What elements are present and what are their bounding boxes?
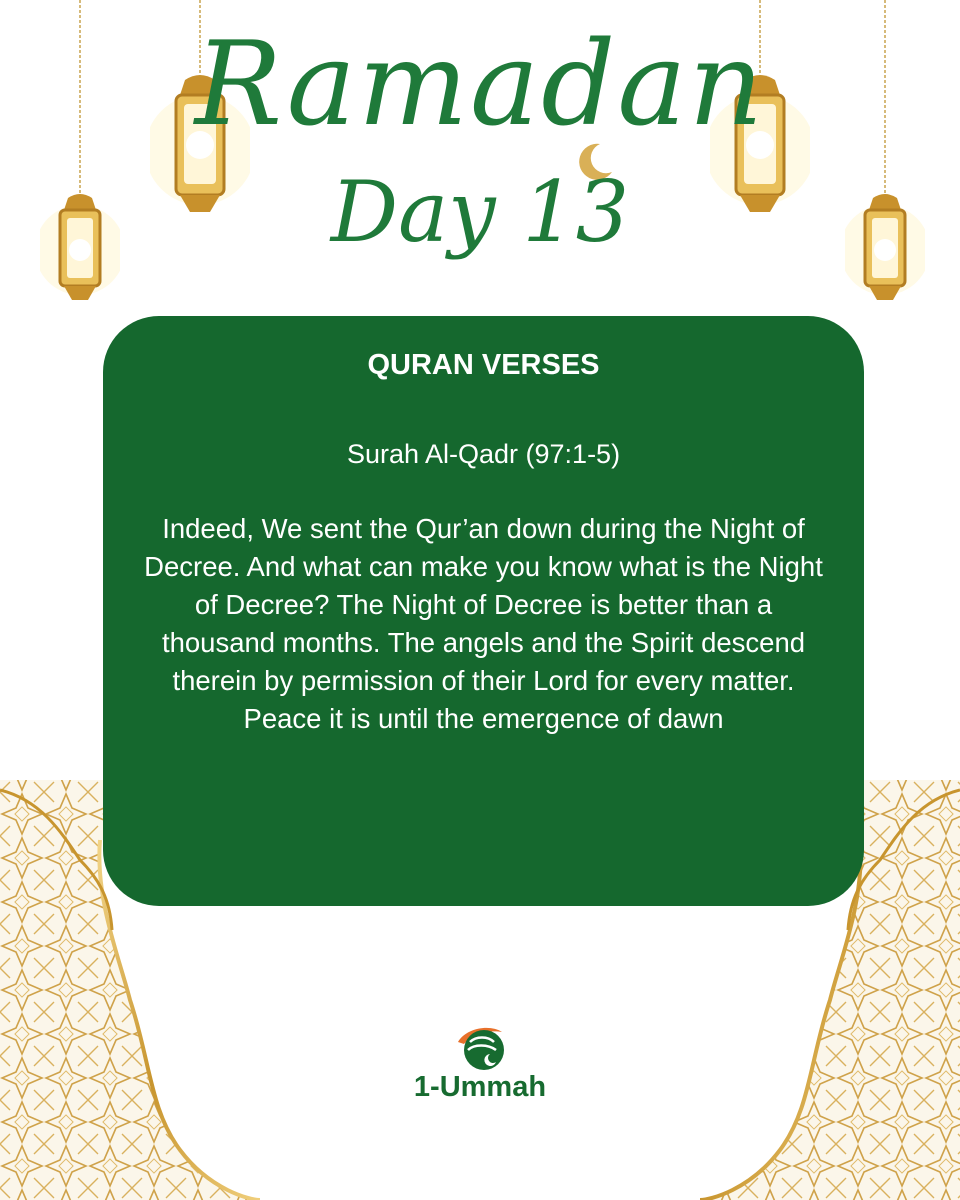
surah-reference: Surah Al-Qadr (97:1-5): [346, 439, 621, 469]
brand-logo-icon: [440, 1020, 520, 1070]
verse-card: [103, 316, 864, 906]
verse-text: Indeed, We sent the Qur’an down during the Night of Decree. And what can make you know what is the Night of Decree? The Night of Decree is better than a thousand months. The angels and the Spirit descend therein by permission of their Lord for every matter. Peace it is until the emergence of dawn: [144, 513, 823, 734]
card-heading: QURAN VERSES: [367, 349, 600, 381]
title-ramadan: Ramadan: [194, 17, 766, 152]
title-day: Day 13: [330, 163, 630, 261]
brand-name: 1-Ummah: [413, 1071, 547, 1103]
